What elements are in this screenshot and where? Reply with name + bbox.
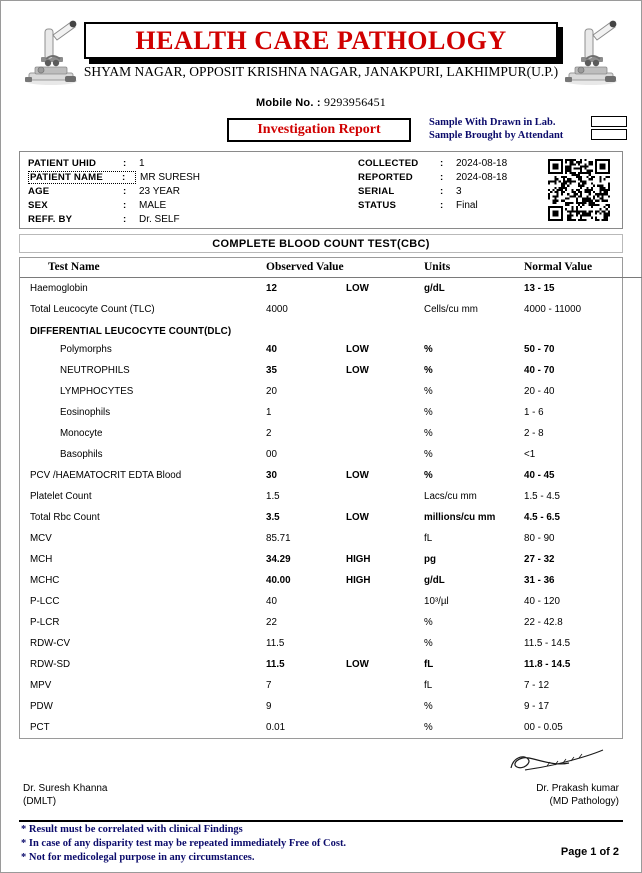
patient-name-value: MR SURESH <box>140 172 201 183</box>
separator: : <box>440 186 444 197</box>
table-row <box>20 612 642 633</box>
results-table-container <box>19 257 623 739</box>
patient-uhid-row <box>28 158 328 172</box>
sample-source-labels <box>429 116 563 142</box>
units-cell: % <box>424 722 433 733</box>
observed-value-cell: 0.01 <box>266 722 286 733</box>
normal-value-cell: 40 - 120 <box>524 596 560 607</box>
observed-value-cell: 40 <box>266 344 277 355</box>
qr-code-icon <box>548 159 610 221</box>
observed-value-cell: 22 <box>266 617 277 628</box>
normal-value-cell: 13 - 15 <box>524 283 555 294</box>
normal-value-cell: 50 - 70 <box>524 344 555 355</box>
flag-cell <box>346 696 424 717</box>
patient-age-value: 23 YEAR <box>139 186 180 197</box>
table-row <box>20 339 642 360</box>
table-row <box>20 507 642 528</box>
lab-name: HEALTH CARE PATHOLOGY <box>135 25 507 55</box>
test-name-cell: Monocyte <box>60 428 103 439</box>
mobile-line <box>1 95 641 110</box>
test-name-cell: RDW-CV <box>30 638 71 649</box>
normal-value-cell: 31 - 36 <box>524 575 555 586</box>
report-header <box>1 1 641 87</box>
separator: : <box>123 186 127 197</box>
table-row <box>20 444 642 465</box>
footer-notes <box>21 823 346 865</box>
test-name-cell: MCV <box>30 533 52 544</box>
table-row <box>20 717 642 738</box>
test-name-cell: P-LCR <box>30 617 60 628</box>
table-row <box>20 528 642 549</box>
technician-signature-block <box>23 782 108 808</box>
serial-value: 3 <box>456 186 462 197</box>
sample-source-checkboxes[interactable] <box>591 116 627 142</box>
normal-value-cell: 2 - 8 <box>524 428 544 439</box>
flag-cell: HIGH <box>346 575 371 586</box>
patient-details-column <box>20 152 328 228</box>
flag-cell: LOW <box>346 365 369 376</box>
units-cell: fL <box>424 533 433 544</box>
section-title: DIFFERENTIAL LEUCOCYTE COUNT(DLC) <box>30 326 232 337</box>
units-cell: fL <box>424 659 434 670</box>
flag-cell <box>346 528 424 549</box>
test-name-cell: PCT <box>30 722 50 733</box>
normal-value-cell: 7 - 12 <box>524 680 550 691</box>
normal-value-cell: 27 - 32 <box>524 554 555 565</box>
flag-cell <box>346 633 424 654</box>
observed-value-cell: 4000 <box>266 304 288 315</box>
investigation-band <box>1 118 641 148</box>
flag-cell <box>346 591 424 612</box>
units-cell: Lacs/cu mm <box>424 491 477 502</box>
table-row <box>20 675 642 696</box>
observed-value-cell: 2 <box>266 428 272 439</box>
observed-value-cell: 34.29 <box>266 554 291 565</box>
referred-by-label: REFF. BY <box>28 214 73 225</box>
observed-value-cell: 11.5 <box>266 638 285 649</box>
patient-info-panel <box>19 151 623 229</box>
column-header-normal-value: Normal Value <box>524 258 642 278</box>
normal-value-cell: 00 - 0.05 <box>524 722 563 733</box>
test-name-cell: PCV /HAEMATOCRIT EDTA Blood <box>30 470 182 481</box>
patient-sex-label: SEX <box>28 200 48 211</box>
mobile-number: 9293956451 <box>324 95 386 109</box>
flag-cell <box>346 717 424 738</box>
flag-cell <box>346 444 424 465</box>
column-header-flag <box>346 258 424 278</box>
referred-by-row <box>28 214 328 228</box>
column-header-test-name: Test Name <box>20 258 266 278</box>
normal-value-cell: 20 - 40 <box>524 386 555 397</box>
units-cell: millions/cu mm <box>424 512 496 523</box>
status-label: STATUS <box>358 200 397 211</box>
test-name-cell: LYMPHOCYTES <box>60 386 134 397</box>
units-cell: pg <box>424 554 436 565</box>
units-cell: g/dL <box>424 283 445 294</box>
table-row <box>20 402 642 423</box>
flag-cell <box>346 381 424 402</box>
report-meta-column <box>328 152 622 228</box>
flag-cell: LOW <box>346 344 369 355</box>
observed-value-cell: 7 <box>266 680 272 691</box>
units-cell: % <box>424 617 433 628</box>
test-name-cell: Total Leucocyte Count (TLC) <box>30 304 155 315</box>
normal-value-cell: 80 - 90 <box>524 533 555 544</box>
referred-by-value: Dr. SELF <box>139 214 180 225</box>
table-row <box>20 278 642 300</box>
investigation-report-label: Investigation Report <box>257 122 381 137</box>
patient-sex-value: MALE <box>139 200 167 211</box>
test-name-cell: MPV <box>30 680 52 691</box>
observed-value-cell: 40 <box>266 596 277 607</box>
normal-value-cell: 4000 - 11000 <box>524 304 582 315</box>
separator: : <box>123 214 127 225</box>
sample-withdrawn-checkbox[interactable] <box>591 116 627 127</box>
sample-withdrawn-label: Sample With Drawn in Lab. <box>429 117 556 128</box>
units-cell: % <box>424 638 433 649</box>
reported-label: REPORTED <box>358 172 413 183</box>
units-cell: % <box>424 407 433 418</box>
footer-divider <box>19 820 623 822</box>
patient-name-label: PATIENT NAME <box>30 172 103 183</box>
flag-cell <box>346 486 424 507</box>
normal-value-cell: 40 - 45 <box>524 470 555 481</box>
observed-value-cell: 85.71 <box>266 533 291 544</box>
lab-address: SHYAM NAGAR, OPPOSIT KRISHNA NAGAR, JANAKPURI, LAKHIMPUR(U.P.) <box>83 64 559 79</box>
collected-label: COLLECTED <box>358 158 419 169</box>
observed-value-cell: 1 <box>266 407 272 418</box>
test-name-cell: MCHC <box>30 575 60 586</box>
units-cell: % <box>424 428 433 439</box>
sample-brought-label: Sample Brought by Attendant <box>429 130 564 141</box>
normal-value-cell: 11.5 - 14.5 <box>524 638 571 649</box>
column-header-units: Units <box>424 258 524 278</box>
table-row <box>20 360 642 381</box>
test-name-cell: Total Rbc Count <box>30 512 100 523</box>
mobile-label: Mobile No. : <box>256 97 321 109</box>
test-name-cell: P-LCC <box>30 596 60 607</box>
table-row <box>20 633 642 654</box>
units-cell: % <box>424 470 433 481</box>
table-row <box>20 549 642 570</box>
separator: : <box>123 158 127 169</box>
patient-age-label: AGE <box>28 186 50 197</box>
test-name-cell: PDW <box>30 701 53 712</box>
observed-value-cell: 3.5 <box>266 512 280 523</box>
test-name-cell: Polymorphs <box>60 344 112 355</box>
table-row <box>20 654 642 675</box>
flag-cell <box>346 675 424 696</box>
footer-note-3: * Not for medicolegal purpose in any circumstances. <box>21 852 255 863</box>
technician-qualification: (DMLT) <box>23 796 57 807</box>
test-panel-title: COMPLETE BLOOD COUNT TEST(CBC) <box>19 234 623 253</box>
observed-value-cell: 12 <box>266 283 277 294</box>
pathologist-qualification: (MD Pathology) <box>549 796 619 807</box>
serial-label: SERIAL <box>358 186 395 197</box>
normal-value-cell: 40 - 70 <box>524 365 555 376</box>
results-table-body <box>20 278 642 739</box>
table-row <box>20 465 642 486</box>
observed-value-cell: 30 <box>266 470 277 481</box>
units-cell: % <box>424 365 433 376</box>
separator: : <box>122 172 126 183</box>
table-row <box>20 591 642 612</box>
normal-value-cell: 9 - 17 <box>524 701 550 712</box>
units-cell: Cells/cu mm <box>424 304 478 315</box>
test-name-cell: MCH <box>30 554 53 565</box>
flag-cell: HIGH <box>346 554 371 565</box>
flag-cell <box>346 423 424 444</box>
separator: : <box>440 200 444 211</box>
lab-title-box <box>84 22 558 59</box>
test-name-cell: Basophils <box>60 449 103 460</box>
units-cell: fL <box>424 680 433 691</box>
patient-age-row <box>28 186 328 200</box>
reported-value: 2024-08-18 <box>456 172 508 183</box>
normal-value-cell: 22 - 42.8 <box>524 617 563 628</box>
flag-cell <box>346 299 424 320</box>
normal-value-cell: 1.5 - 4.5 <box>524 491 560 502</box>
signature-area <box>1 746 641 808</box>
test-name-cell: RDW-SD <box>30 659 71 670</box>
flag-cell: LOW <box>346 283 369 294</box>
test-name-cell: NEUTROPHILS <box>60 365 130 376</box>
normal-value-cell: 1 - 6 <box>524 407 544 418</box>
observed-value-cell: 1.5 <box>266 491 280 502</box>
observed-value-cell: 00 <box>266 449 277 460</box>
table-row <box>20 486 642 507</box>
test-name-cell: Eosinophils <box>60 407 111 418</box>
flag-cell: LOW <box>346 659 369 670</box>
table-row <box>20 696 642 717</box>
observed-value-cell: 11.5 <box>266 659 285 670</box>
units-cell: % <box>424 344 433 355</box>
flag-cell <box>346 612 424 633</box>
table-row <box>20 381 642 402</box>
separator: : <box>123 200 127 211</box>
table-row <box>20 299 642 320</box>
table-row <box>20 423 642 444</box>
patient-name-label-box[interactable] <box>28 171 136 184</box>
patient-uhid-label: PATIENT UHID <box>28 158 97 169</box>
units-cell: g/dL <box>424 575 445 586</box>
status-value: Final <box>456 200 478 211</box>
table-header-row <box>20 258 642 278</box>
table-section-header <box>20 320 642 339</box>
page-number: Page 1 of 2 <box>560 846 619 858</box>
patient-uhid-value: 1 <box>139 158 145 169</box>
normal-value-cell: <1 <box>524 449 536 460</box>
normal-value-cell: 4.5 - 6.5 <box>524 512 560 523</box>
units-cell: % <box>424 386 433 397</box>
collected-value: 2024-08-18 <box>456 158 508 169</box>
flag-cell: LOW <box>346 512 369 523</box>
test-name-cell: Haemoglobin <box>30 283 88 294</box>
observed-value-cell: 40.00 <box>266 575 291 586</box>
observed-value-cell: 35 <box>266 365 277 376</box>
handwritten-signature-icon <box>503 746 611 780</box>
flag-cell <box>346 402 424 423</box>
patient-sex-row <box>28 200 328 214</box>
observed-value-cell: 9 <box>266 701 272 712</box>
footer-note-2: * In case of any disparity test may be repeated immediately Free of Cost. <box>21 838 347 849</box>
sample-brought-checkbox[interactable] <box>591 129 627 140</box>
patient-name-row <box>28 172 328 186</box>
column-header-observed-value: Observed Value <box>266 258 346 278</box>
units-cell: 10³/µl <box>424 596 449 607</box>
pathologist-signature-block <box>536 782 619 808</box>
technician-name: Dr. Suresh Khanna <box>23 783 108 794</box>
table-row <box>20 570 642 591</box>
flag-cell: LOW <box>346 470 369 481</box>
units-cell: % <box>424 449 433 460</box>
observed-value-cell: 20 <box>266 386 277 397</box>
test-name-cell: Platelet Count <box>30 491 92 502</box>
results-table <box>20 258 642 738</box>
pathologist-name: Dr. Prakash kumar <box>536 783 619 794</box>
separator: : <box>440 172 444 183</box>
separator: : <box>440 158 444 169</box>
normal-value-cell: 11.8 - 14.5 <box>524 659 571 670</box>
investigation-report-badge <box>227 118 411 142</box>
footer-note-1: * Result must be correlated with clinical Findings <box>21 824 243 835</box>
units-cell: % <box>424 701 433 712</box>
